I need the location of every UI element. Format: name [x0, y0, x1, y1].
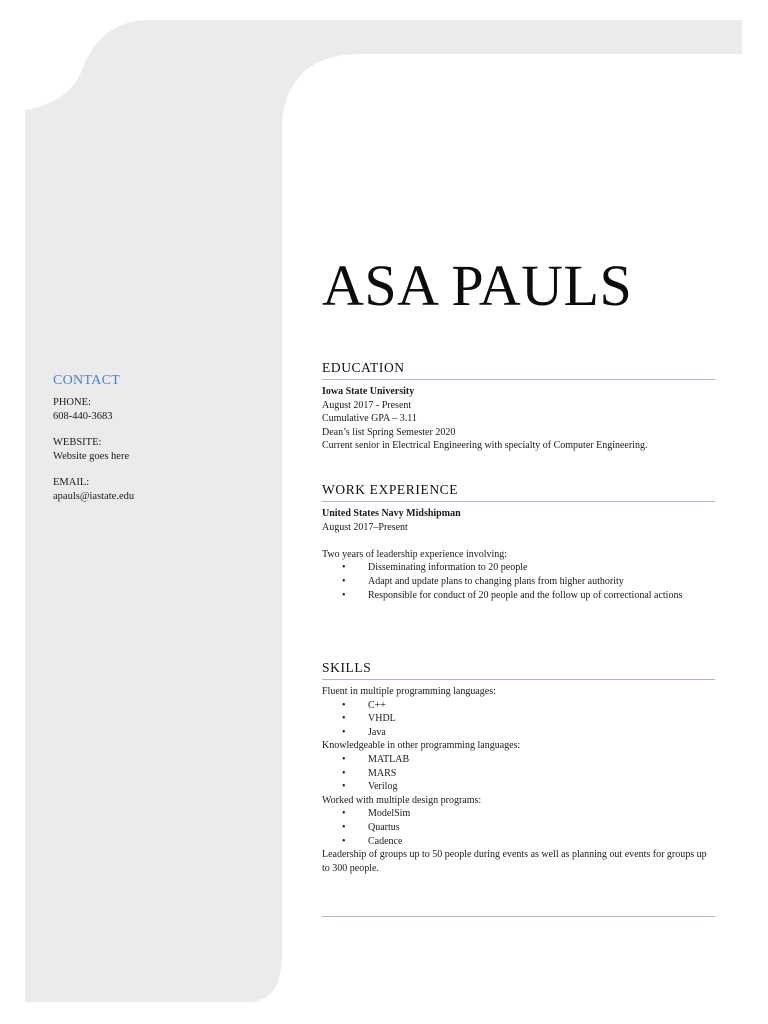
job-intro: Two years of leadership experience involving:: [322, 548, 508, 560]
education-heading: EDUCATION: [322, 360, 715, 380]
bullet-icon: •: [342, 753, 346, 765]
list-item: • MARS: [342, 767, 397, 779]
contact-section: [53, 372, 253, 516]
bullet-icon: •: [342, 835, 346, 847]
website-value[interactable]: Website goes here: [53, 451, 130, 462]
list-item: • Java: [342, 726, 386, 738]
work-heading: WORK EXPERIENCE: [322, 482, 715, 502]
skills-heading: SKILLS: [322, 660, 715, 680]
education-line: August 2017 - Present: [322, 399, 412, 411]
bullet-icon: •: [342, 562, 346, 574]
education-line: Current senior in Electrical Engineering with specialty of Computer Engineering.: [322, 440, 648, 452]
website-block: [53, 436, 253, 464]
bottom-divider: [322, 916, 715, 917]
skill-group-heading: Worked with multiple design programs:: [322, 794, 482, 806]
bullet-icon: •: [342, 767, 346, 779]
bullet-icon: •: [342, 589, 346, 601]
school-name: Iowa State University: [322, 386, 415, 397]
bullet-icon: •: [342, 726, 346, 738]
bullet-icon: •: [342, 821, 346, 833]
job-dates: August 2017–Present: [322, 521, 408, 533]
skill-list: [322, 753, 715, 794]
phone-block: [53, 396, 253, 424]
bullet-icon: •: [342, 808, 346, 820]
bullet-icon: •: [342, 713, 346, 725]
list-item: • VHDL: [342, 713, 396, 725]
list-item: • Quartus: [342, 821, 400, 833]
list-item: • Adapt and update plans to changing plans from higher authority: [342, 575, 624, 587]
work-section: [322, 482, 715, 602]
email-value[interactable]: apauls@iastate.edu: [53, 491, 135, 502]
skills-section: [322, 660, 715, 875]
email-block: [53, 476, 253, 504]
list-item: • C++: [342, 699, 386, 711]
job-role: United States Navy Midshipman: [322, 508, 461, 519]
list-item: • Responsible for conduct of 20 people and the follow up of correctional actions: [342, 589, 683, 601]
bullet-icon: •: [342, 699, 346, 711]
website-label: WEBSITE:: [53, 437, 102, 448]
bullet-icon: •: [342, 781, 346, 793]
education-line: Dean’s list Spring Semester 2020: [322, 426, 456, 438]
skill-list: [322, 807, 715, 848]
skill-group-heading: Fluent in multiple programming languages:: [322, 686, 496, 697]
phone-value: 608-440-3683: [53, 411, 113, 422]
education-line: Cumulative GPA – 3.11: [322, 413, 417, 425]
list-item: • Verilog: [342, 781, 398, 793]
job-bullets: [322, 561, 715, 602]
applicant-name: ASA PAULS: [322, 253, 633, 318]
contact-heading: CONTACT: [53, 373, 121, 388]
email-label: EMAIL:: [53, 477, 90, 488]
skills-closing: Leadership of groups up to 50 people during events as well as planning out events for groups up to 300 people.: [322, 849, 707, 874]
list-item: • ModelSim: [342, 808, 411, 820]
education-section: [322, 360, 715, 453]
skill-group-heading: Knowledgeable in other programming languages:: [322, 740, 521, 752]
list-item: • Cadence: [342, 835, 403, 847]
list-item: • MATLAB: [342, 753, 410, 765]
phone-label: PHONE:: [53, 397, 91, 408]
skill-list: [322, 699, 715, 740]
bullet-icon: •: [342, 575, 346, 587]
list-item: • Disseminating information to 20 people: [342, 562, 528, 574]
